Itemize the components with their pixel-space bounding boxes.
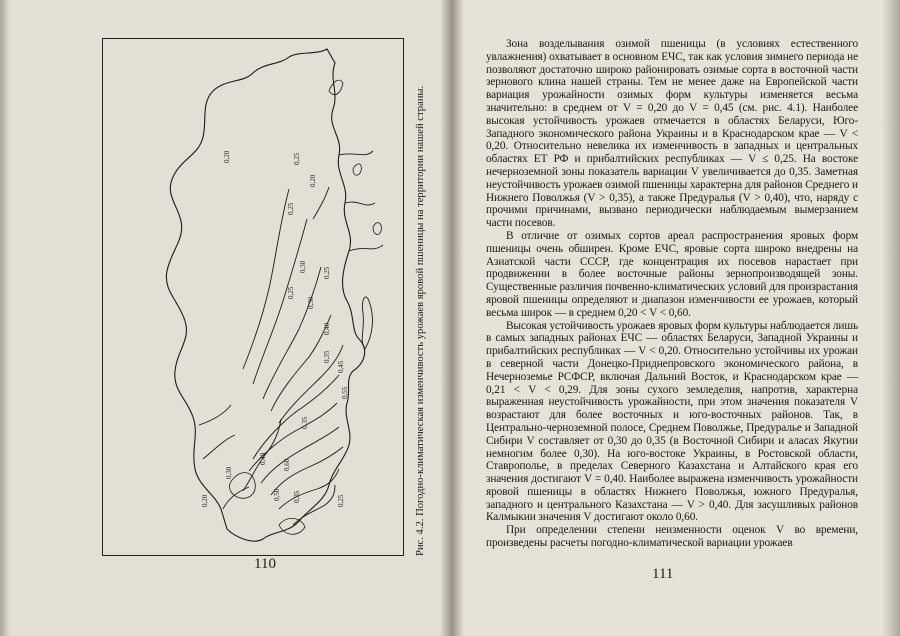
paragraph: При определении степени неизменности оценок V во времени, произведены расчеты погодно-климатической вариации урожаев [486, 524, 858, 550]
map-label: 0,25 [287, 286, 295, 299]
map-label: 0,20 [201, 494, 209, 507]
map-label: 0,60 [283, 458, 291, 471]
map-label: 0,55 [341, 386, 349, 399]
map-label: 0,35 [323, 350, 331, 363]
map-label: 0,25 [337, 494, 345, 507]
map-label: 0,20 [309, 174, 317, 187]
map-label: 0,40 [323, 322, 331, 335]
figure-caption: Рис. 4.2. Погодно-климатическая изменчивость урожаев яровой пшеницы на территории нашей страны. [415, 85, 426, 556]
map-label: 0,30 [225, 466, 233, 479]
map-label: 0,30 [307, 296, 315, 309]
map-label: 0,25 [287, 202, 295, 215]
book-gutter [440, 0, 464, 636]
isoline-labels [201, 150, 349, 507]
ussr-contour-map [103, 39, 404, 556]
right-page-edge-shadow [882, 0, 900, 636]
paragraph: Высокая устойчивость урожаев яровых форм культуры наблюдается лишь в самых западных районах ЕЧС — областях Беларуси, Западной Украины и прибалтийских республиках — V < 0,20. Относительно устойчивы их урожаи в северной части Донецко-Приднепровского экономического района, в Нечерноземье РСФСР, включая Дальний Восток, и Краснодарском крае — 0,21 < V < 0,29. Для зоны сухого земледелия, напротив, характерна выраженная неустойчивость урожайности, при этом значения показателя V возрастают для более восточных и юго-восточных районов. Так, в Центрально-черноземной полосе, Среднем Поволжье, Предуралье и Западной Сибири V составляет от 0,30 до 0,35 (в Восточной Сибири и алаcах Якутии немногим более 0,30). На юго-востоке Украины, в Ростовской области, Ставрополье, в пределах Северного Казахстана и Алтайского края его значения достигают V = 0,40. Наиболее выражена изменчивость урожайности яровой пшеницы в областях Нижнего Поволжья, южного Предуралья, западного и центрального Казахстана — V > 0,40. Для засушливых районов Калмыкии значения V достигают около 0,60. [486, 319, 858, 524]
paragraph: Зона возделывания озимой пшеницы (в условиях естественного увлажнения) охватывает в основном ЕЧС, так как условия зимнего периода не позволяют достаточно широко районировать озимые сорта в восточной части зернового клина нашей страны. Тем не менее даже на Европейской части вариация урожайности озимых форм культуры изменяется весьма значительно: в среднем от V = 0,20 до V = 0,45 (см. рис. 4.1). Наиболее высокая устойчивость урожаев отмечается в областях Беларуси, Юго-Западного экономического района Украины и в Краснодарском крае — V < 0,20. Относительно невелика их изменчивость в западных и центральных областях ЕТ РФ и прибалтийских республиках — V ≤ 0,25. На востоке нечерноземной зоны показатель вариации V увеличивается до 0,35. Заметная неустойчивость урожаев озимой пшеницы характерна для районов Среднего и Нижнего Поволжья (V > 0,35), а также Предуралья (V > 0,40), что, наряду с прочими причинами, вызвано периодически наблюдаемым вымерзанием части посевов. [486, 38, 858, 230]
island-novaya-zemlya [362, 297, 372, 349]
figure-map [102, 38, 404, 556]
page-number-left: 110 [254, 556, 276, 572]
map-label: 0,35 [301, 416, 309, 429]
left-page-edge-shadow [0, 0, 10, 636]
island-small-2 [373, 223, 381, 235]
map-label: 0,30 [299, 260, 307, 273]
map-label: 0,40 [259, 452, 267, 465]
map-label: 0,25 [323, 266, 331, 279]
map-label: 0,45 [337, 360, 345, 373]
map-label: 0,25 [293, 152, 301, 165]
map-label: 0,50 [273, 488, 281, 501]
isolines [199, 187, 343, 525]
body-text [486, 38, 858, 550]
page-number-right: 111 [652, 566, 674, 582]
figure-caption-container [410, 38, 430, 556]
map-label: 0,20 [223, 150, 231, 163]
sakhalin [329, 80, 343, 95]
island-small-1 [353, 164, 361, 175]
country-outline [166, 49, 364, 541]
map-label: 0,35 [293, 490, 301, 503]
paragraph: В отличие от озимых сортов ареал распространения яровых форм пшеницы очень обширен. Кроме ЕЧС, яровые сорта широко внедрены на Азиатской части СССР, где концентрация их посевов нарастает при продвижении в более восточные районы зернопроизводящей зоны. Существенные различия почвенно-климатических условий для произрастания яровой пшеницы определяют и диапазон изменчивости ее урожаев, который весьма широк — в среднем 0,20 < V < 0,60. [486, 229, 858, 319]
